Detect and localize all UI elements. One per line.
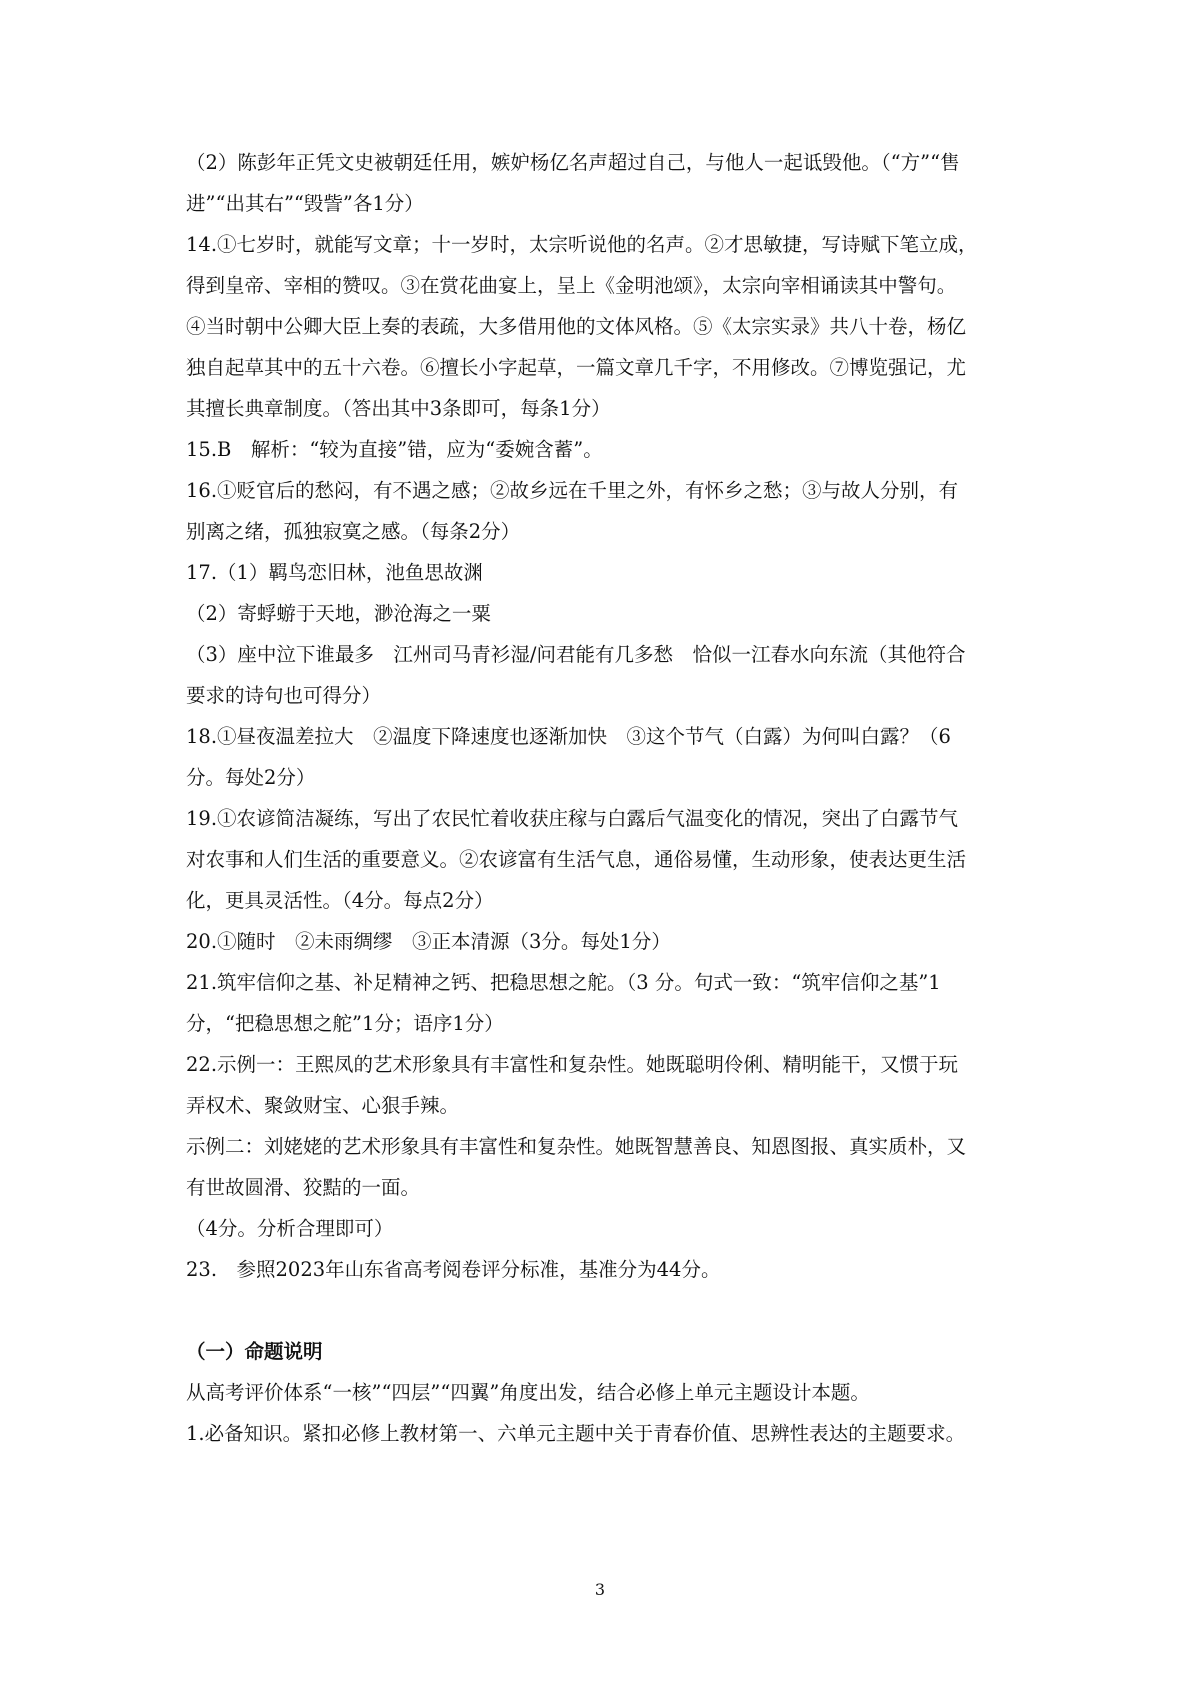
answer-19-line-2: 对农事和人们生活的重要意义。②农谚富有生活气息，通俗易懂，生动形象，使表达更生活 xyxy=(186,848,967,871)
answer-14-line-5: 其擅长典章制度。（答出其中3条即可，每条1分） xyxy=(186,397,611,420)
page-number: 3 xyxy=(594,1580,606,1599)
answer-16-line-1: 16.①贬官后的愁闷，有不遇之感；②故乡远在千里之外，有怀乡之愁；③与故人分别，有 xyxy=(186,479,959,502)
answer-17-3-line-1: （3）座中泣下谁最多 江州司马青衫湿/问君能有几多愁 恰似一江春水向东流（其他符合 xyxy=(186,643,966,666)
answer-17-1: 17.（1）羁鸟恋旧林，池鱼思故渊 xyxy=(186,561,483,584)
answer-18-line-1: 18.①昼夜温差拉大 ②温度下降速度也逐渐加快 ③这个节气（白露）为何叫白露？（6 xyxy=(186,725,951,748)
answer-23: 23. 参照2023年山东省高考阅卷评分标准，基准分为44分。 xyxy=(186,1258,721,1281)
answer-19-line-3: 化，更具灵活性。（4分。每点2分） xyxy=(186,889,494,912)
answer-18-line-2: 分。每处2分） xyxy=(186,766,316,789)
answer-13-2-line-1: （2）陈彭年正凭文史被朝廷任用，嫉妒杨亿名声超过自己，与他人一起诋毁他。（“方”“售 xyxy=(186,151,960,174)
answer-22-example-2-line-2: 有世故圆滑、狡黠的一面。 xyxy=(186,1176,421,1199)
answer-15: 15.B 解析：“较为直接”错，应为“委婉含蓄”。 xyxy=(186,438,603,461)
answer-14-line-1: 14.①七岁时，就能写文章；十一岁时，太宗听说他的名声。②才思敏捷，写诗赋下笔立成， xyxy=(186,233,978,256)
answer-17-3-line-2: 要求的诗句也可得分） xyxy=(186,684,382,707)
answer-14-line-3: ④当时朝中公卿大臣上奏的表疏，大多借用他的文体风格。⑤《太宗实录》共八十卷，杨亿 xyxy=(186,315,967,338)
answer-19-line-1: 19.①农谚简洁凝练，写出了农民忙着收获庄稼与白露后气温变化的情况，突出了白露节气 xyxy=(186,807,959,830)
answer-14-line-2: 得到皇帝、宰相的赞叹。③在赏花曲宴上，呈上《金明池颂》，太宗向宰相诵读其中警句。 xyxy=(186,274,957,297)
section-item-1: 1.必备知识。紧扣必修上教材第一、六单元主题中关于青春价值、思辨性表达的主题要求。 xyxy=(186,1422,966,1445)
answer-22-example-1-line-1: 22.示例一：王熙凤的艺术形象具有丰富性和复杂性。她既聪明伶俐、精明能干，又惯于玩 xyxy=(186,1053,959,1076)
answer-22-score-note: （4分。分析合理即可） xyxy=(186,1217,394,1240)
answer-14-line-4: 独自起草其中的五十六卷。⑥擅长小字起草，一篇文章几千字，不用修改。⑦博览强记，尤 xyxy=(186,356,967,379)
answer-17-2: （2）寄蜉蝣于天地，渺沧海之一粟 xyxy=(186,602,491,625)
answer-20: 20.①随时 ②未雨绸缪 ③正本清源（3分。每处1分） xyxy=(186,930,671,953)
section-intro: 从高考评价体系“一核”“四层”“四翼”角度出发，结合必修上单元主题设计本题。 xyxy=(186,1381,870,1404)
answer-21-line-2: 分，“把稳思想之舵”1分；语序1分） xyxy=(186,1012,504,1035)
answer-21-line-1: 21.筑牢信仰之基、补足精神之钙、把稳思想之舵。（3 分。句式一致：“筑牢信仰之基”1 xyxy=(186,971,941,994)
section-heading: （一）命题说明 xyxy=(186,1340,323,1363)
answer-22-example-2-line-1: 示例二：刘姥姥的艺术形象具有丰富性和复杂性。她既智慧善良、知恩图报、真实质朴，又 xyxy=(186,1135,967,1158)
answer-22-example-1-line-2: 弄权术、聚敛财宝、心狠手辣。 xyxy=(186,1094,460,1117)
answer-13-2-line-2: 进”“出其右”“毁訾”各1分） xyxy=(186,192,424,215)
answer-16-line-2: 别离之绪，孤独寂寞之感。（每条2分） xyxy=(186,520,521,543)
